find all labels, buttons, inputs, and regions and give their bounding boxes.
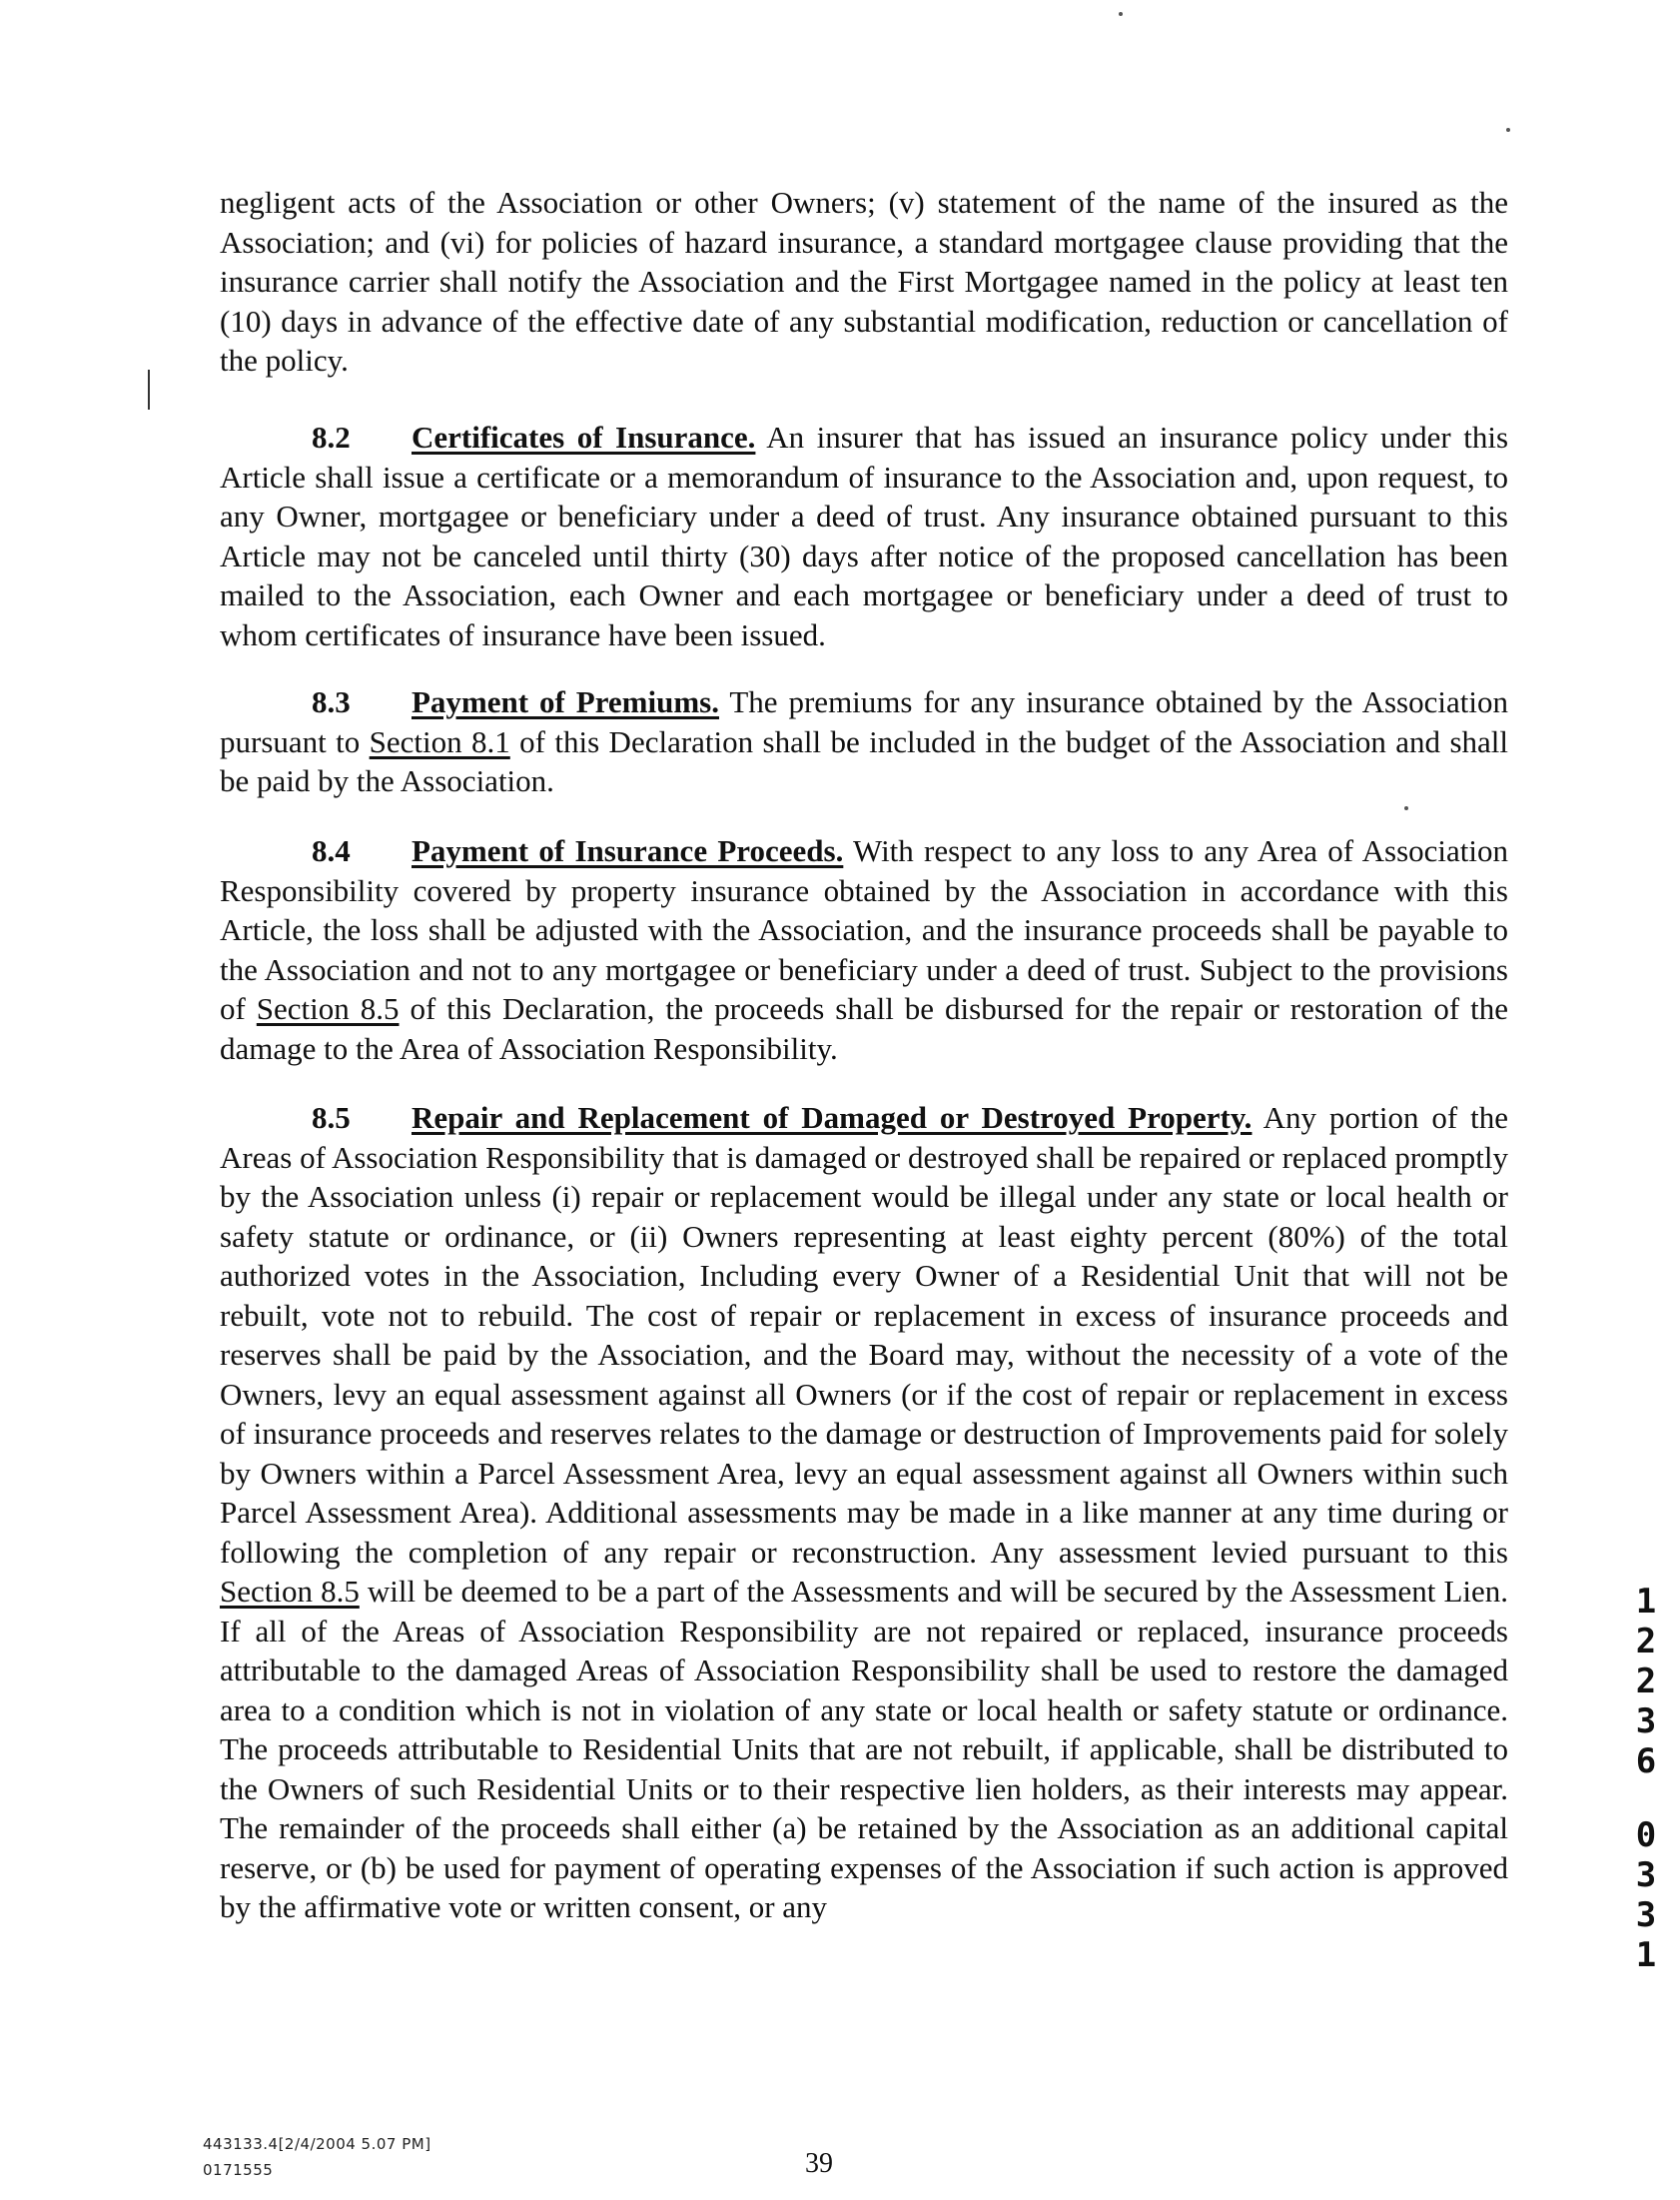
intro-paragraph [220,183,1508,381]
section-body: With respect to any loss to any Area of Association Responsibility covered by property insurance obtained by the Association in accordance with this Article, the loss shall be adjusted with the Association, and the insurance proceeds shall be payable to the Association and not to any mortgagee or beneficiary under a deed of trust. Subject to the provisions of [220,833,1508,1026]
section-8-4-paragraph [220,831,1508,1068]
stamp-digit: 3 [1635,1895,1657,1935]
section-body: Any portion of the Areas of Association Responsibility that is damaged or destroyed shall be repaired or replaced promptly by the Association unless (i) repair or replacement would be illegal under any state or local health or safety statute or ordinance, or (ii) Owners representing at least eighty percent (80%) of the total authorized votes in the Association, Including every Owner of a Residential Unit that will not be rebuilt, vote not to rebuild. The cost of repair or replacement in excess of insurance proceeds and reserves shall be paid by the Association, and the Board may, without the necessity of a vote of the Owners, levy an equal assessment against all Owners (or if the cost of repair or replacement in excess of insurance proceeds and reserves relates to the damage or destruction of Improvements paid for solely by Owners within a Parcel Assessment Area, levy an equal assessment against all Owners within such Parcel Assessment Area). Additional assessments may be made in a like manner at any time during or following the completion of any repair or reconstruction. Any assessment levied pursuant to this [220,1100,1508,1570]
stamp-digit: 3 [1635,1701,1657,1741]
scan-speck [1119,12,1123,16]
section-heading: Certificates of Insurance. [412,420,756,455]
stamp-digit: 3 [1635,1855,1657,1895]
section-number: 8.2 [312,420,351,455]
stamp-digit: 6 [1635,1741,1657,1781]
section-8-2-paragraph [220,418,1508,654]
section-body: of this Declaration, the proceeds shall be disbursed for the repair or restoration of the damage to the Area of Association Responsibility. [220,991,1508,1066]
scan-speck [1404,806,1408,810]
section-number: 8.3 [312,684,351,719]
stamp-digit: 2 [1635,1622,1657,1661]
section-reference: Section 8.5 [256,991,400,1026]
section-body: of this Declaration shall be included in the budget of the Association and shall be paid by the Association. [220,723,1508,798]
stamp-digit: 2 [1635,1661,1657,1701]
section-reference: Section 8.1 [369,723,510,759]
section-number: 8.5 [312,1100,351,1135]
stamp-gap [1626,1781,1666,1815]
section-number: 8.4 [312,833,351,868]
intro-text: negligent acts of the Association or other Owners; (v) statement of the name of the insured as the Association; and (vi) for policies of hazard insurance, a standard mortgagee clause providing that the insurance carrier shall notify the Association and the First Mortgagee named in the policy at least ten (10) days in advance of the effective date of any substantial modification, reduction or cancellation of the policy. [220,185,1508,378]
section-body: An insurer that has issued an insurance policy under this Article shall issue a certificate or a memorandum of insurance to the Association and, upon request, to any Owner, mortgagee or beneficiary under a deed of trust. Any insurance obtained pursuant to this Article may not be canceled until thirty (30) days after notice of the proposed cancellation has been mailed to the Association, each Owner and each mortgagee or beneficiary under a deed of trust to whom certificates of insurance have been issued. [220,420,1509,652]
section-heading: Payment of Insurance Proceeds. [412,833,844,868]
section-body: will be deemed to be a part of the Assessments and will be secured by the Assessment Lien. If all of the Areas of Association Responsibility are not repaired or replaced, insurance proceeds attributable to the damaged Areas of Association Responsibility shall be used to restore the damaged area to a condition which is not in violation of any state or local health or safety statute or ordinance. The proceeds attributable to Residential Units that are not rebuilt, if applicable, shall be distributed to the Owners of such Residential Units or to their respective lien holders, as their interests may appear. The remainder of the proceeds shall either (a) be retained by the Association as an additional capital reserve, or (b) be used for payment of operating expenses of the Association if such action is approved by the affirmative vote or written consent, or any [220,1574,1509,1924]
section-body: The premiums for any insurance obtained by the Association pursuant to [220,684,1508,759]
stamp-digit: 1 [1635,1935,1657,1975]
stamp-digit: 1 [1635,1582,1657,1622]
recording-number-stamp [1626,1582,1666,1975]
section-8-5-paragraph [220,1098,1508,1927]
page-number: 39 [805,2148,833,2179]
section-heading: Repair and Replacement of Damaged or Destroyed Property. [412,1100,1253,1135]
section-heading: Payment of Premiums. [412,684,719,719]
margin-change-bar [148,370,150,410]
footer-client-id: 0171555 [203,2161,274,2179]
footer-document-id: 443133.4[2/4/2004 5.07 PM] [203,2135,431,2153]
stamp-digit: 0 [1635,1815,1657,1855]
scan-speck [1506,128,1510,132]
section-reference: Section 8.5 [220,1574,360,1609]
section-8-3-paragraph [220,682,1508,801]
